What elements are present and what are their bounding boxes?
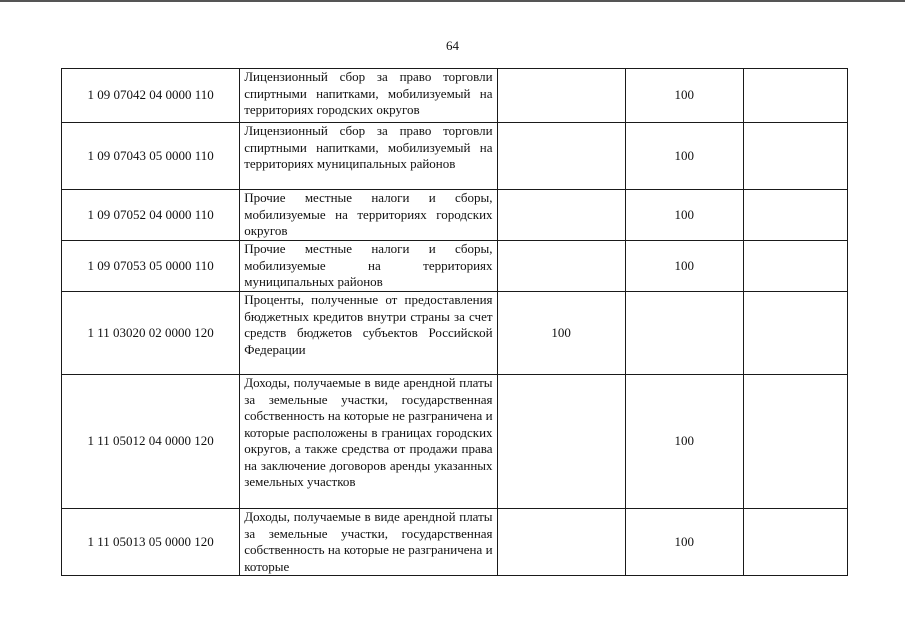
table-row xyxy=(62,241,848,292)
row-value-col1 xyxy=(497,241,625,292)
page-number: 64 xyxy=(446,38,459,53)
row-value-col2: 100 xyxy=(625,190,743,241)
row-value-col1 xyxy=(497,509,625,576)
row-description xyxy=(240,509,497,576)
row-value-col2: 100 xyxy=(625,123,743,190)
table-row xyxy=(62,123,848,190)
row-code: 1 11 05012 04 0000 120 xyxy=(62,375,240,509)
row-value-col2: 100 xyxy=(625,241,743,292)
row-value-col3 xyxy=(743,123,847,190)
row-description-text: Лицензионный сбор за право торговли спиртными напитками, мобилизуемый на территориях городских округов xyxy=(244,69,493,117)
row-description-text: Прочие местные налоги и сборы, мобилизуемые на территориях городских округов xyxy=(244,190,493,238)
row-value-col1 xyxy=(497,69,625,123)
row-value-col3 xyxy=(743,190,847,241)
row-value-col3 xyxy=(743,292,847,375)
row-value-col1: 100 xyxy=(497,292,625,375)
row-code: 1 09 07052 04 0000 110 xyxy=(62,190,240,241)
row-description xyxy=(240,241,497,292)
row-description xyxy=(240,190,497,241)
row-description xyxy=(240,69,497,123)
row-value-col2 xyxy=(625,292,743,375)
row-description-text: Доходы, получаемые в виде арендной платы за земельные участки, государственная собственность на которые не разграничена и которые xyxy=(244,509,493,574)
row-description xyxy=(240,123,497,190)
row-value-col1 xyxy=(497,190,625,241)
top-edge-rule xyxy=(0,0,905,2)
row-code: 1 11 03020 02 0000 120 xyxy=(62,292,240,375)
table-row xyxy=(62,69,848,123)
row-code: 1 09 07053 05 0000 110 xyxy=(62,241,240,292)
revenue-table xyxy=(61,68,848,576)
row-value-col3 xyxy=(743,241,847,292)
row-value-col1 xyxy=(497,375,625,509)
row-value-col1 xyxy=(497,123,625,190)
table-row xyxy=(62,375,848,509)
row-value-col2: 100 xyxy=(625,509,743,576)
row-code: 1 11 05013 05 0000 120 xyxy=(62,509,240,576)
row-value-col2: 100 xyxy=(625,375,743,509)
row-code: 1 09 07042 04 0000 110 xyxy=(62,69,240,123)
row-value-col2: 100 xyxy=(625,69,743,123)
row-description xyxy=(240,375,497,509)
row-description-text: Лицензионный сбор за право торговли спиртными напитками, мобилизуемый на территориях муниципальных районов xyxy=(244,123,493,171)
table-row xyxy=(62,190,848,241)
row-value-col3 xyxy=(743,69,847,123)
row-value-col3 xyxy=(743,509,847,576)
row-description-text: Доходы, получаемые в виде арендной платы за земельные участки, государственная собственность на которые не разграничена и которые расположены в границах городских округов, а также средства от продажи права на заключение договоров аренды указанных земельных участков xyxy=(244,375,493,489)
table-row xyxy=(62,509,848,576)
row-code: 1 09 07043 05 0000 110 xyxy=(62,123,240,190)
row-description xyxy=(240,292,497,375)
table-row xyxy=(62,292,848,375)
row-description-text: Прочие местные налоги и сборы, мобилизуемые на территориях муниципальных районов xyxy=(244,241,493,289)
row-value-col3 xyxy=(743,375,847,509)
row-description-text: Проценты, полученные от предоставления бюджетных кредитов внутри страны за счет средств бюджетов субъектов Российской Федерации xyxy=(244,292,493,357)
